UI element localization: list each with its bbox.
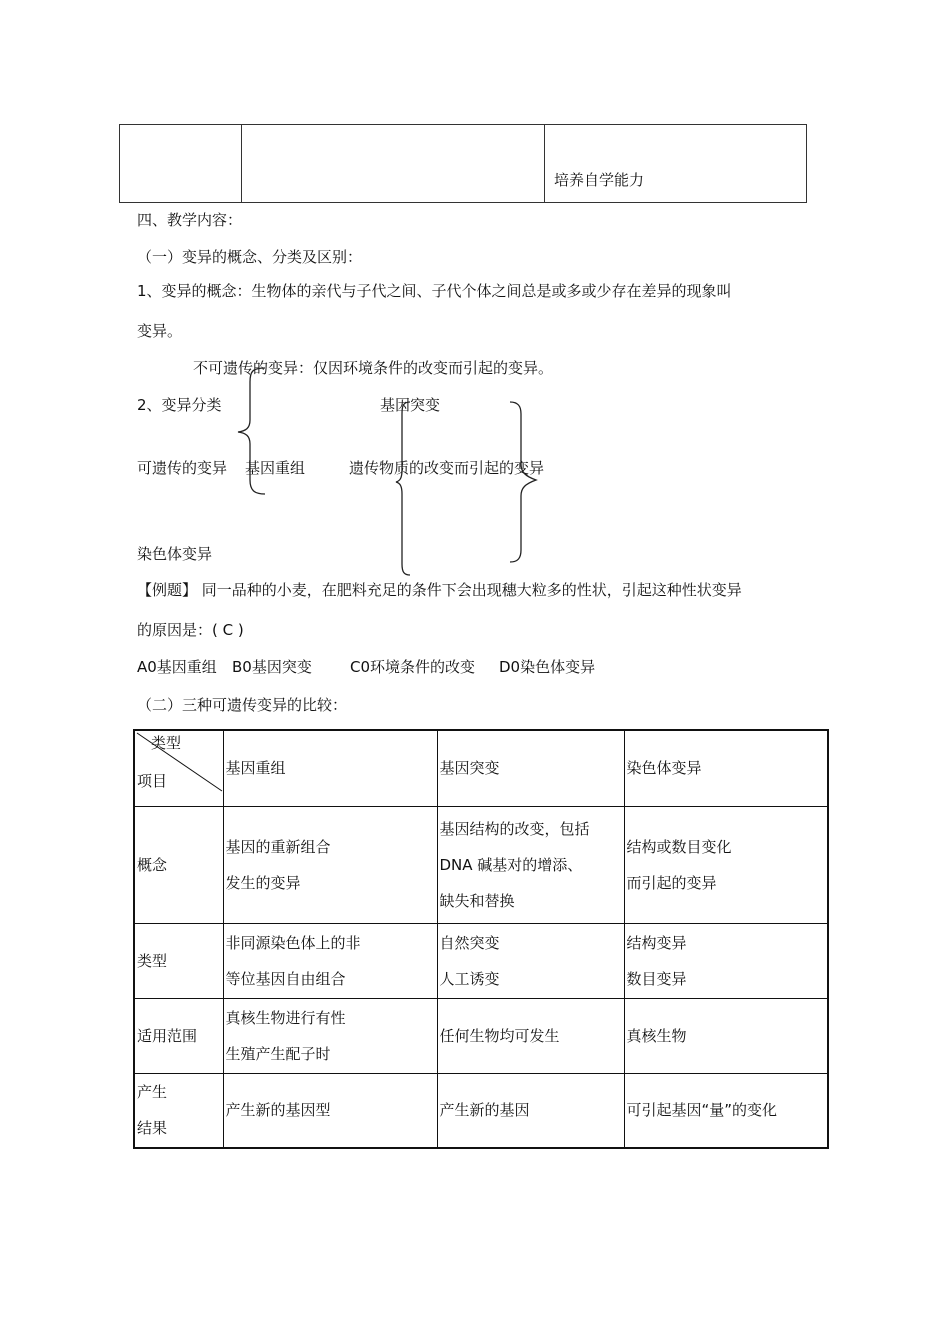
- table-cell: 产生新的基因: [437, 1073, 624, 1148]
- left-brace: [238, 368, 265, 494]
- table-cell: 结构变异 数目变异: [624, 923, 828, 998]
- row-label-result: 产生 结果: [134, 1073, 223, 1148]
- row-label-type: 类型: [134, 923, 223, 998]
- example-line-1: [137, 580, 742, 600]
- table-header-row: [134, 730, 828, 806]
- option-b: B0基因突变: [232, 658, 312, 676]
- gene-recombination-label: 基因重组: [245, 459, 306, 477]
- table-cell: 结构或数目变化 而引起的变异: [624, 806, 828, 923]
- table-row: [134, 1073, 828, 1148]
- subsection-title-2: （二）三种可遗传变异的比较：: [137, 696, 348, 714]
- table-cell: 真核生物: [624, 998, 828, 1073]
- concept-line-2: 变异。: [137, 322, 183, 340]
- top-table-cell-text: 培养自学能力: [554, 171, 645, 189]
- table-cell: 非同源染色体上的非 等位基因自由组合: [223, 923, 437, 998]
- non-heritable-variation: 不可遗传的变异：仅因环境条件的改变而引起的变异。: [193, 359, 554, 377]
- section-title: 四、教学内容：: [137, 211, 243, 229]
- heritable-variation-label: 可遗传的变异: [137, 459, 228, 477]
- header-corner-cell: [134, 730, 223, 806]
- table-cell: 任何生物均可发生: [437, 998, 624, 1073]
- header-col-gene-mutation: 基因突变: [437, 730, 624, 806]
- middle-brace: [396, 402, 410, 575]
- concept-line-1: 1、变异的概念：生物体的亲代与子代之间、子代个体之间总是或多或少存在差异的现象叫: [137, 282, 732, 300]
- example-tag: 【例题】: [137, 581, 198, 599]
- table-cell: 基因的重新组合 发生的变异: [223, 806, 437, 923]
- table-cell: 基因结构的改变，包括 DNA 碱基对的增添、 缺失和替换: [437, 806, 624, 923]
- table-cell: 可引起基因“量”的变化: [624, 1073, 828, 1148]
- header-type-label: 类型: [151, 734, 182, 752]
- header-col-gene-recombination: 基因重组: [223, 730, 437, 806]
- table-cell: 产生新的基因型: [223, 1073, 437, 1148]
- table-cell: 自然突变 人工诱变: [437, 923, 624, 998]
- row-label-scope: 适用范围: [134, 998, 223, 1073]
- cause-label: 遗传物质的改变而引起的变异: [349, 459, 545, 477]
- table-row: [134, 806, 828, 923]
- example-line-2: 的原因是：( C ): [137, 621, 244, 639]
- classification-label: 2、变异分类: [137, 396, 222, 414]
- option-a: A0基因重组: [137, 658, 217, 676]
- header-col-chromosome-variation: 染色体变异: [624, 730, 828, 806]
- row-label-concept: 概念: [134, 806, 223, 923]
- option-d: D0染色体变异: [499, 658, 596, 676]
- chromosome-variation-label: 染色体变异: [137, 545, 213, 563]
- gene-mutation-label: 基因突变: [380, 396, 441, 414]
- table-row: [134, 923, 828, 998]
- table-row: [134, 998, 828, 1073]
- right-brace: [510, 402, 536, 562]
- example-text: 同一品种的小麦，在肥料充足的条件下会出现穗大粒多的性状，引起这种性状变异: [197, 581, 742, 599]
- comparison-table: [133, 729, 829, 1149]
- subsection-title: （一）变异的概念、分类及区别：: [137, 248, 363, 266]
- table-cell: 真核生物进行有性 生殖产生配子时: [223, 998, 437, 1073]
- option-c: C0环境条件的改变: [350, 658, 476, 676]
- header-item-label: 项目: [137, 772, 168, 790]
